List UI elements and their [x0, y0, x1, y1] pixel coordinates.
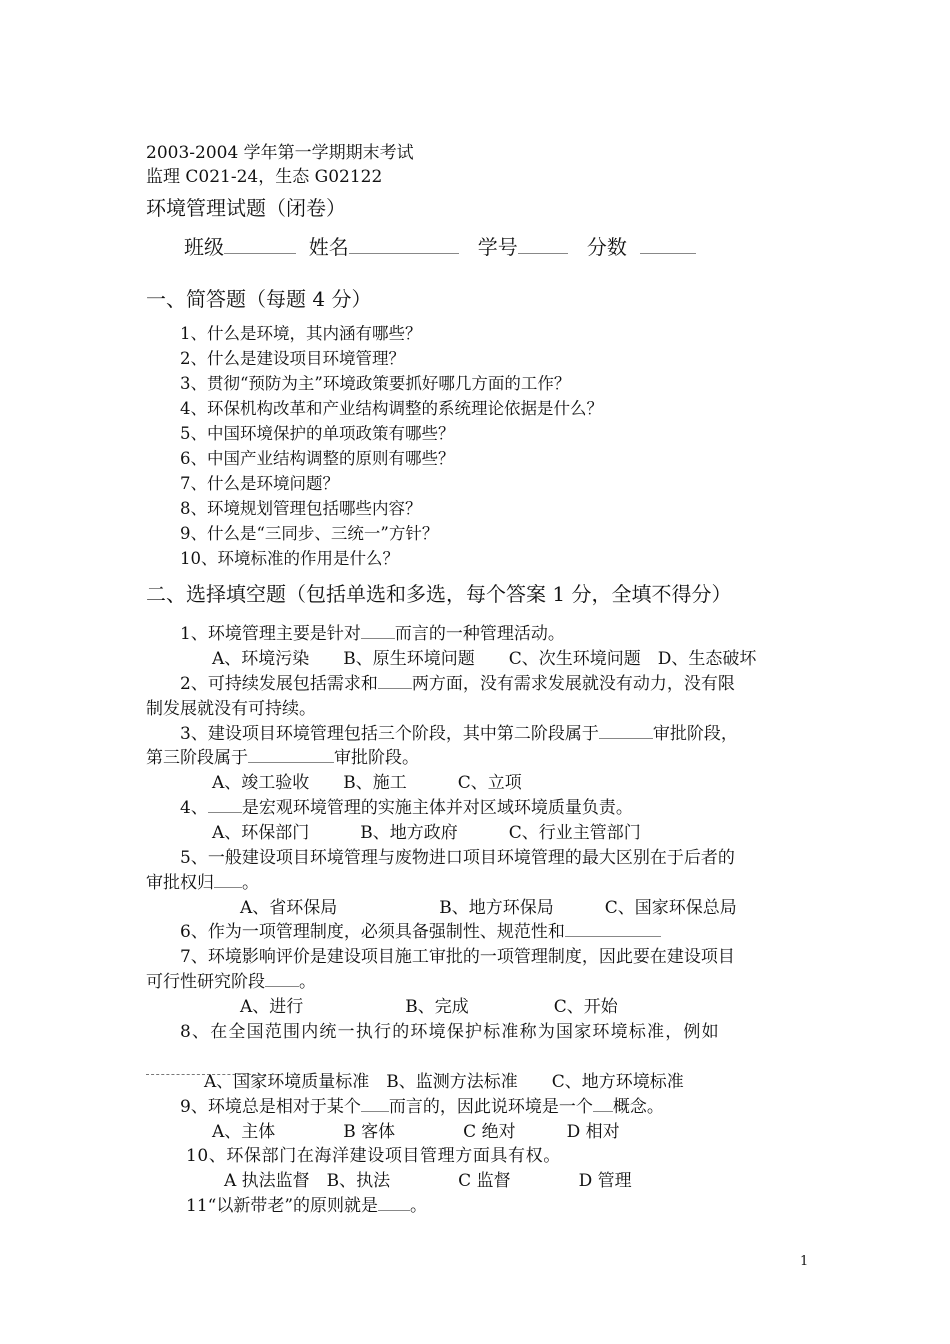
question-text: 6、作为一项管理制度，必须具备强制性、规范性和: [180, 922, 565, 942]
id-blank: [518, 252, 568, 254]
question-text: 审批阶段，: [652, 724, 738, 744]
question-text: 审批权归: [146, 873, 214, 893]
question-continuation: 制发展就没有可持续。: [146, 699, 316, 719]
question-text: 审批阶段。: [334, 748, 419, 768]
question-text: 3、建设项目环境管理包括三个阶段，其中第二阶段属于: [180, 724, 599, 744]
question-options: A、国家环境质量标准 B、监测方法标准 C、地方环境标准: [204, 1072, 684, 1092]
answer-blank: [565, 935, 661, 937]
question-text: 第三阶段属于: [146, 748, 248, 768]
short-question: 4、环保机构改革和产业结构调整的系统理论依据是什么？: [180, 399, 603, 418]
question-text: 4、: [180, 798, 208, 818]
question-text: 而言的，因此说环境是一个: [388, 1097, 593, 1117]
answer-blank: [361, 1110, 389, 1112]
question-options: A、环保部门 B、地方政府 C、行业主管部门: [212, 823, 641, 843]
question-text: 两方面，没有需求发展就没有动力，没有限: [411, 674, 735, 694]
answer-blank: [599, 737, 653, 739]
question-text: 。: [410, 1196, 428, 1216]
choice-question-4: [180, 798, 633, 818]
class-label: 班级: [184, 235, 224, 259]
choice-question-5: 5、一般建设项目环境管理与废物进口项目环境管理的最大区别在于后者的: [180, 848, 735, 868]
exam-title: 环境管理试题（闭卷）: [146, 196, 346, 220]
question-continuation: [146, 748, 419, 768]
answer-blank: [265, 985, 299, 987]
choice-question-3: [180, 724, 738, 744]
answer-blank: [361, 637, 395, 639]
short-question: 8、环境规划管理包括哪些内容？: [180, 499, 422, 518]
short-question: 6、中国产业结构调整的原则有哪些？: [180, 449, 455, 468]
short-question: 2、什么是建设项目环境管理？: [180, 349, 405, 368]
question-options: A、主体 B 客体 C 绝对 D 相对: [212, 1122, 620, 1142]
score-label: 分数: [586, 235, 627, 259]
section2-heading: 二、选择填空题（包括单选和多选，每个答案 1 分，全填不得分）: [146, 582, 732, 606]
name-label: 姓名: [308, 235, 349, 259]
question-text: 。: [299, 972, 316, 992]
question-text: 1、环境管理主要是针对: [180, 624, 361, 644]
choice-question-9: [180, 1097, 664, 1117]
section1-heading: 一、简答题（每题 4 分）: [146, 287, 372, 311]
question-options: A、竣工验收 B、施工 C、立项: [212, 773, 522, 793]
question-text: 2、可持续发展包括需求和: [180, 674, 378, 694]
answer-blank: [248, 761, 334, 763]
exam-term-line: 2003-2004 学年第一学期期末考试: [146, 143, 414, 163]
choice-question-6: [180, 922, 661, 942]
choice-question-8: 8、在全国范围内统一执行的环境保护标准称为国家环境标准，例如: [180, 1022, 720, 1042]
question-text: 9、环境总是相对于某个: [180, 1097, 361, 1117]
short-question: 5、中国环境保护的单项政策有哪些？: [180, 424, 455, 443]
short-question: 1、什么是环境，其内涵有哪些？: [180, 324, 422, 343]
id-label: 学号: [477, 235, 518, 259]
question-text: 。: [242, 873, 259, 893]
short-question: 7、什么是环境问题？: [180, 474, 339, 493]
question-options: A 执法监督 B、执法 C 监督 D 管理: [224, 1171, 632, 1191]
answer-blank: [593, 1110, 613, 1112]
answer-blank: [214, 886, 242, 888]
answer-blank: [208, 811, 242, 813]
choice-question-11: [186, 1196, 427, 1216]
page-number: 1: [800, 1254, 809, 1269]
question-text: 是宏观环境管理的实施主体并对区域环境质量负责。: [241, 798, 633, 818]
exam-class-codes: 监理 C021-24，生态 G02122: [146, 167, 383, 187]
question-text: 可行性研究阶段: [146, 972, 265, 992]
question-options: A、省环保局 B、地方环保局 C、国家环保总局: [240, 898, 737, 918]
question-continuation: [146, 873, 259, 893]
answer-blank: [378, 1209, 410, 1211]
question-options: A、进行 B、完成 C、开始: [240, 997, 618, 1017]
score-blank: [640, 252, 696, 254]
choice-question-7: 7、环境影响评价是建设项目施工审批的一项管理制度，因此要在建设项目: [180, 947, 735, 967]
short-question: 9、什么是“三同步、三统一”方针？: [180, 524, 439, 543]
question-text: 概念。: [612, 1097, 664, 1117]
question-options: A、环境污染 B、原生环境问题 C、次生环境问题 D、生态破坏: [212, 649, 757, 669]
question-continuation: [146, 972, 316, 992]
student-info-row: [184, 235, 696, 259]
short-question: 10、环境标准的作用是什么？: [180, 549, 399, 568]
choice-question-1: [180, 624, 565, 644]
name-blank: [349, 252, 459, 254]
choice-question-2: [180, 674, 735, 694]
question-text: 11“以新带老”的原则就是: [186, 1196, 379, 1216]
question-text: 而言的一种管理活动。: [394, 624, 565, 644]
short-question: 3、贯彻“预防为主”环境政策要抓好哪几方面的工作？: [180, 374, 571, 393]
answer-blank: [378, 687, 412, 689]
choice-question-10: 10、环保部门在海洋建设项目管理方面具有权。: [186, 1146, 561, 1166]
class-blank: [224, 252, 296, 254]
